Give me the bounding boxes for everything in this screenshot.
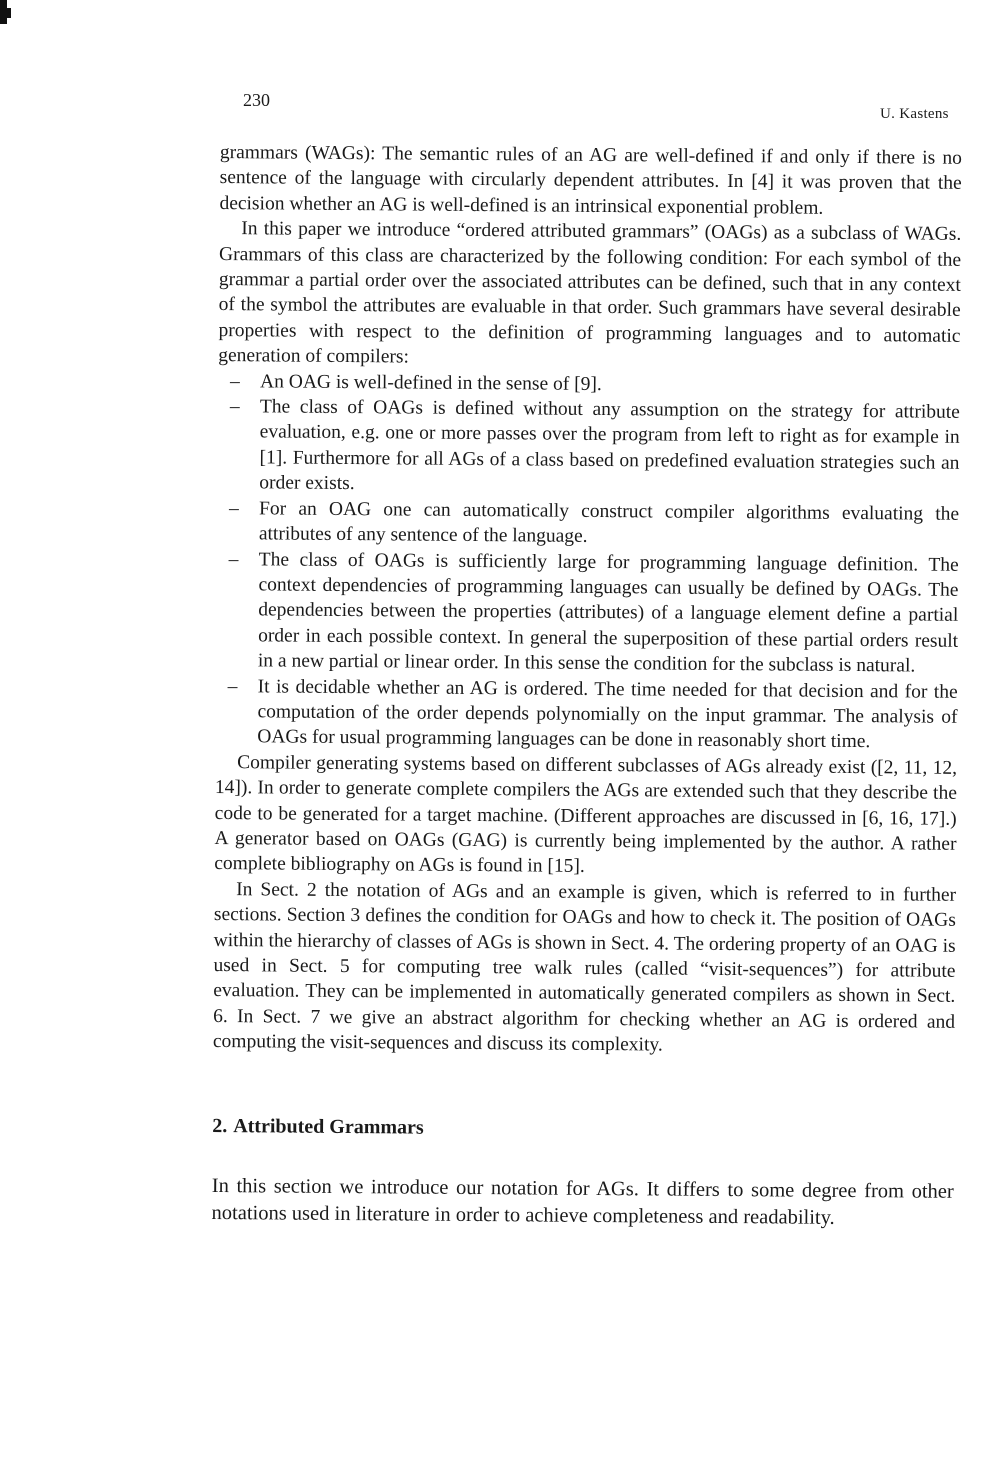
paragraph-outline: In Sect. 2 the notation of AGs and an example is given, which is referred to in further sections. Section 3 defines the condition for OAGs and how to check it. The position of OAGs within the hierarchy of classes of AGs is shown in Sect. 4. The ordering property of an OAG is used in Sect. 5 for computing tree walk rules (called “visit-sequences”) for attribute evaluation. They can be implemented in automatically generated compilers as shown in Sect. 6. In Sect. 7 we give an abstract algorithm for checking whether an AG is ordered and computing the visit-sequences and discuss its complexity.	[212, 878, 957, 1056]
paragraph-compiler-generators: Compiler generating systems based on different subclasses of AGs already exist ([2, 11, 12, 14]). In order to generate complete compilers the AGs are extended such that they describe the code to be generated for a target machine. (Different approaches are discussed in [6, 16, 17].) A generator based on OAGs (GAG) is currently being implemented by the author. A rather complete bibliography on AGs is found in [15].	[214, 751, 958, 878]
list-item	[217, 496, 959, 553]
dash-bullet: –	[228, 548, 239, 570]
list-item-text: The class of OAGs is defined without any assumption on the strategy for attribute evaluation, e.g. one or more passes over the program from left to right as for example in [1]. Furthermore for all AGs of a class based on predefined evaluation strategies such an order exists.	[259, 396, 960, 495]
dash-bullet: –	[230, 370, 240, 392]
list-item-text: It is decidable whether an AG is ordered. The time needed for that decision and for the computation of the order depends polynomially on the input grammar. The analysis of OAGs for usual programming languages can be done in reasonably short time.	[257, 675, 958, 753]
scan-corner-mark	[0, 0, 7, 24]
running-head-author: U. Kastens	[880, 106, 949, 122]
list-item-text: For an OAG one can automatically construct compiler algorithms evaluating the attributes of any sentence of the language.	[258, 498, 960, 547]
list-item	[215, 674, 958, 756]
list-item-text: An OAG is well-defined in the sense of [9].	[260, 370, 602, 395]
paragraph-wags: grammars (WAGs): The semantic rules of an AG are well-defined if and only if there is no sentence of the language with circularly dependent attributes. In [4] it was proven that the decision whether an AG is well-defined is an intrinsical exponential problem.	[219, 141, 962, 219]
section-heading	[212, 1113, 954, 1145]
dash-bullet: –	[227, 675, 238, 697]
list-item	[217, 394, 960, 501]
list-item	[216, 546, 959, 679]
page-content	[211, 140, 962, 1232]
dash-bullet: –	[229, 497, 239, 519]
section-title: Attributed Grammars	[233, 1114, 424, 1139]
paragraph-section-intro: In this section we introduce our notation for AGs. It differs to some degree from other notations used in literature in order to achieve completeness and readability.	[211, 1174, 954, 1229]
dash-bullet: –	[229, 396, 240, 418]
page-number: 230	[243, 90, 270, 110]
section-number: 2.	[212, 1114, 228, 1137]
oag-properties-list	[215, 369, 960, 756]
paragraph-oag-introduction: In this paper we introduce “ordered attributed grammars” (OAGs) as a subclass of WAGs. Grammars of this class are characterized by the following condition: For each symbol of the grammar a partial order over the associated attributes can be defined, such that in any context of the symbol the attributes are evaluable in that order. Such grammars have several desirable properties with respect to the definition of programming languages and to automatic generation of compilers:	[218, 218, 962, 368]
list-item-text: The class of OAGs is sufficiently large for programming language definition. The context dependencies of programming languages can usually be defined by OAGs. The dependencies between the properties (attributes) of a language element define a partial order in each possible context. In general the superposition of these partial orders result in a new partial or linear order. In this sense the condition for the subclass is natural.	[257, 548, 959, 677]
